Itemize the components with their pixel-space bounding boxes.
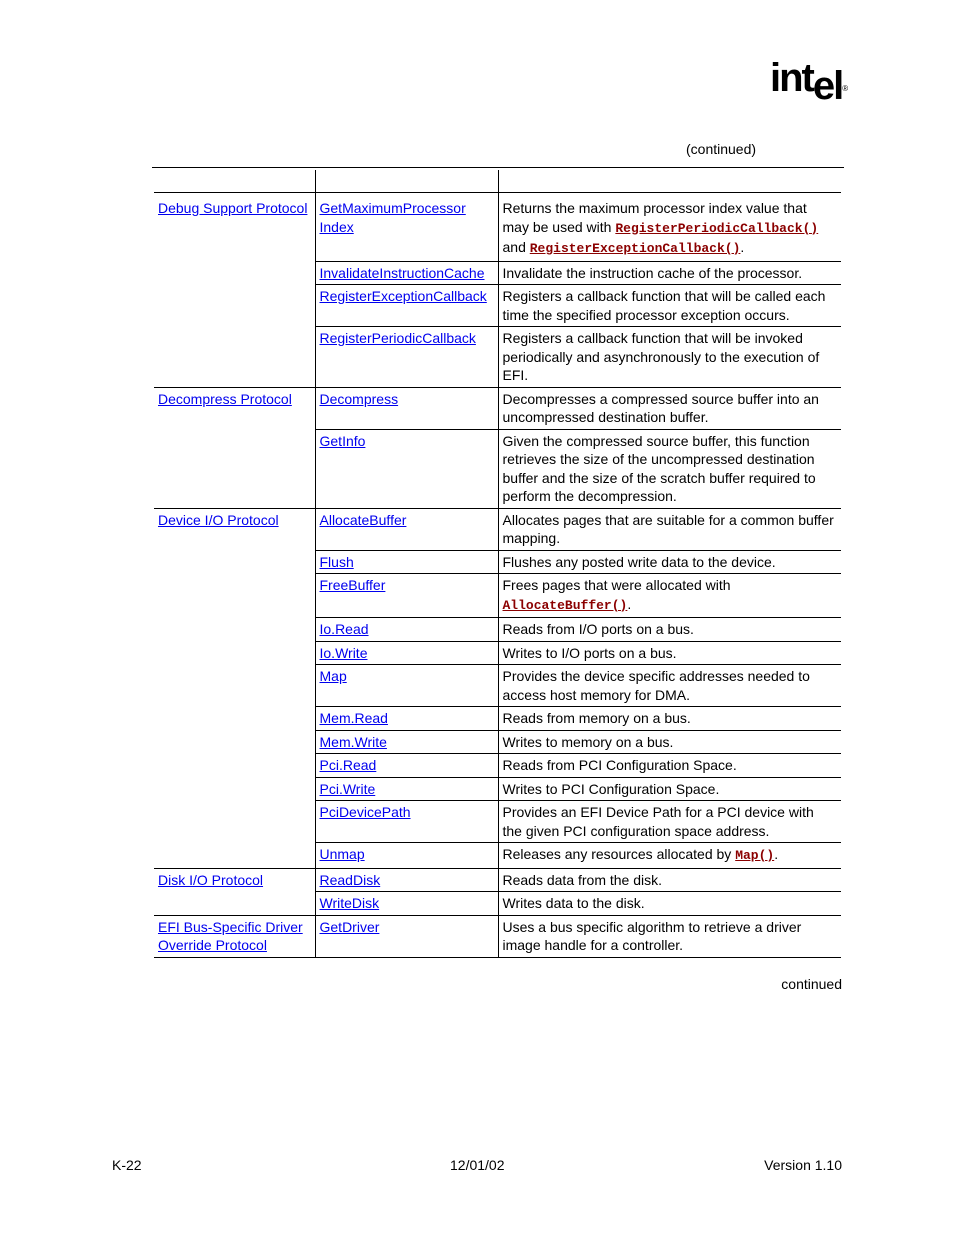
protocol-cell bbox=[154, 801, 315, 843]
header-cell-description bbox=[498, 170, 841, 193]
description-text: Writes data to the disk. bbox=[502, 895, 645, 911]
description-cell bbox=[498, 777, 841, 801]
description-text: Flushes any posted write data to the device. bbox=[502, 553, 776, 570]
table-row bbox=[154, 641, 841, 665]
function-cell bbox=[315, 777, 498, 801]
description-cell bbox=[498, 730, 841, 754]
function-link[interactable]: Unmap bbox=[319, 846, 365, 862]
description-cell bbox=[498, 665, 841, 707]
function-cell bbox=[315, 730, 498, 754]
function-reference: Map() bbox=[735, 848, 775, 863]
footer-page-number: K-22 bbox=[112, 1157, 142, 1173]
description-text: Returns the maximum processor index value that may be used with bbox=[502, 200, 807, 235]
description-text: Registers a callback function that will be called each time the specified processor exception occurs. bbox=[502, 288, 826, 323]
table-row bbox=[154, 843, 841, 869]
function-link[interactable]: PciDevicePath bbox=[319, 804, 411, 820]
description-text: Given the compressed source buffer, this function retrieves the size of the uncompressed destination buffer and the size of the scratch buffer required to perform the decompression. bbox=[502, 432, 816, 504]
function-link[interactable]: InvalidateInstructionCache bbox=[319, 264, 485, 281]
function-link[interactable]: GetInfo bbox=[319, 432, 366, 449]
function-cell bbox=[315, 801, 498, 843]
description-cell bbox=[498, 892, 841, 916]
function-link[interactable]: Map bbox=[319, 668, 347, 684]
function-cell bbox=[315, 574, 498, 618]
protocol-link[interactable]: EFI Bus-Specific Driver Override Protocol bbox=[158, 918, 303, 953]
function-link[interactable]: WriteDisk bbox=[319, 895, 380, 911]
description-text: Provides an EFI Device Path for a PCI device with the given PCI configuration space address. bbox=[502, 804, 814, 839]
footer-version: Version 1.10 bbox=[764, 1157, 842, 1173]
description-cell bbox=[498, 285, 841, 327]
function-link[interactable]: Io.Read bbox=[319, 621, 369, 637]
description-text: Invalidate the instruction cache of the processor. bbox=[502, 264, 803, 281]
description-cell bbox=[498, 801, 841, 843]
table-row bbox=[154, 618, 841, 642]
protocol-cell bbox=[154, 193, 315, 262]
protocol-link[interactable]: Decompress Protocol bbox=[158, 390, 292, 407]
function-cell bbox=[315, 327, 498, 388]
protocol-cell bbox=[154, 915, 315, 957]
description-text: Reads from memory on a bus. bbox=[502, 710, 691, 726]
function-reference: AllocateBuffer() bbox=[502, 597, 628, 613]
description-cell bbox=[498, 261, 841, 285]
function-link[interactable]: GetMaximumProcessor Index bbox=[319, 200, 466, 235]
table-row bbox=[154, 574, 841, 618]
description-cell bbox=[498, 387, 841, 429]
description-text: . bbox=[627, 595, 632, 612]
description-cell bbox=[498, 550, 841, 574]
protocol-cell bbox=[154, 868, 315, 892]
description-cell bbox=[498, 915, 841, 957]
function-link[interactable]: Io.Write bbox=[319, 644, 368, 661]
function-link[interactable]: RegisterExceptionCallback bbox=[319, 288, 487, 304]
description-text: Registers a callback function that will be invoked periodically and asynchronously to the execution of EFI. bbox=[502, 330, 820, 383]
description-text: Reads from PCI Configuration Space. bbox=[502, 757, 737, 773]
description-text: Writes to PCI Configuration Space. bbox=[502, 780, 720, 797]
function-link[interactable]: AllocateBuffer bbox=[319, 511, 407, 528]
table-row bbox=[154, 285, 841, 327]
continued-label-bottom: continued bbox=[781, 976, 842, 992]
description-cell bbox=[498, 508, 841, 550]
function-link[interactable]: FreeBuffer bbox=[319, 577, 386, 593]
table-row bbox=[154, 429, 841, 508]
description-text: Provides the device specific addresses needed to access host memory for DMA. bbox=[502, 668, 810, 703]
description-text: Decompresses a compressed source buffer into an uncompressed destination buffer. bbox=[502, 390, 819, 425]
function-link[interactable]: Mem.Write bbox=[319, 733, 387, 750]
continued-label-top: (continued) bbox=[686, 141, 757, 157]
description-text: Releases any resources allocated by bbox=[502, 846, 736, 862]
protocol-cell bbox=[154, 387, 315, 429]
description-text: Frees pages that were allocated with bbox=[502, 577, 731, 593]
header-cell-protocol bbox=[154, 170, 315, 193]
function-link[interactable]: Flush bbox=[319, 553, 354, 570]
function-link[interactable]: Pci.Write bbox=[319, 780, 376, 797]
description-text: Writes to I/O ports on a bus. bbox=[502, 644, 677, 661]
table-row bbox=[154, 707, 841, 731]
table-row bbox=[154, 508, 841, 550]
protocol-link[interactable]: Device I/O Protocol bbox=[158, 511, 279, 528]
function-cell bbox=[315, 843, 498, 869]
protocol-cell bbox=[154, 707, 315, 731]
top-rule bbox=[152, 167, 844, 168]
function-link[interactable]: ReadDisk bbox=[319, 871, 381, 888]
protocol-cell bbox=[154, 892, 315, 916]
table-row bbox=[154, 193, 841, 262]
function-cell bbox=[315, 641, 498, 665]
description-cell bbox=[498, 574, 841, 618]
intel-logo: intel® bbox=[770, 56, 849, 108]
protocol-cell bbox=[154, 508, 315, 550]
function-cell bbox=[315, 915, 498, 957]
table-row bbox=[154, 327, 841, 388]
protocol-cell bbox=[154, 618, 315, 642]
function-cell bbox=[315, 285, 498, 327]
function-link[interactable]: Decompress bbox=[319, 390, 399, 407]
protocol-cell bbox=[154, 730, 315, 754]
function-cell bbox=[315, 754, 498, 778]
function-cell bbox=[315, 193, 498, 262]
function-link[interactable]: Pci.Read bbox=[319, 757, 377, 773]
description-cell bbox=[498, 618, 841, 642]
table-row bbox=[154, 665, 841, 707]
table-row bbox=[154, 915, 841, 957]
protocol-function-table bbox=[154, 170, 841, 958]
function-cell bbox=[315, 868, 498, 892]
description-text: and bbox=[502, 239, 530, 255]
table-row bbox=[154, 550, 841, 574]
header-cell-function bbox=[315, 170, 498, 193]
table-row bbox=[154, 730, 841, 754]
description-cell bbox=[498, 843, 841, 869]
protocol-cell bbox=[154, 285, 315, 327]
protocol-cell bbox=[154, 327, 315, 388]
description-text: Allocates pages that are suitable for a common buffer mapping. bbox=[502, 511, 834, 546]
function-cell bbox=[315, 665, 498, 707]
description-text: . bbox=[774, 846, 779, 862]
table-row bbox=[154, 801, 841, 843]
function-cell bbox=[315, 892, 498, 916]
description-cell bbox=[498, 193, 841, 262]
function-cell bbox=[315, 387, 498, 429]
table-header-row bbox=[154, 170, 841, 193]
protocol-cell bbox=[154, 754, 315, 778]
function-reference: RegisterExceptionCallback() bbox=[529, 241, 741, 256]
description-cell bbox=[498, 641, 841, 665]
description-cell bbox=[498, 707, 841, 731]
table-row bbox=[154, 868, 841, 892]
protocol-cell bbox=[154, 550, 315, 574]
description-text: Uses a bus specific algorithm to retrieve a driver image handle for a controller. bbox=[502, 918, 802, 953]
protocol-cell bbox=[154, 261, 315, 285]
function-cell bbox=[315, 429, 498, 508]
description-cell bbox=[498, 327, 841, 388]
protocol-cell bbox=[154, 429, 315, 508]
table-row bbox=[154, 892, 841, 916]
description-cell bbox=[498, 868, 841, 892]
protocol-link[interactable]: Debug Support Protocol bbox=[158, 200, 308, 216]
footer-date: 12/01/02 bbox=[450, 1157, 505, 1173]
table-row bbox=[154, 261, 841, 285]
function-cell bbox=[315, 261, 498, 285]
function-cell bbox=[315, 618, 498, 642]
function-cell bbox=[315, 508, 498, 550]
description-cell bbox=[498, 754, 841, 778]
protocol-cell bbox=[154, 843, 315, 869]
protocol-cell bbox=[154, 574, 315, 618]
function-link[interactable]: Mem.Read bbox=[319, 710, 388, 726]
protocol-link[interactable]: Disk I/O Protocol bbox=[158, 871, 264, 888]
function-cell bbox=[315, 550, 498, 574]
function-cell bbox=[315, 707, 498, 731]
description-text: . bbox=[740, 239, 745, 255]
function-link[interactable]: RegisterPeriodicCallback bbox=[319, 330, 476, 346]
function-reference: RegisterPeriodicCallback() bbox=[615, 220, 819, 236]
function-link[interactable]: GetDriver bbox=[319, 918, 380, 935]
protocol-cell bbox=[154, 777, 315, 801]
table-row bbox=[154, 387, 841, 429]
description-text: Reads from I/O ports on a bus. bbox=[502, 621, 694, 637]
protocol-cell bbox=[154, 665, 315, 707]
description-cell bbox=[498, 429, 841, 508]
description-text: Reads data from the disk. bbox=[502, 871, 663, 888]
description-text: Writes to memory on a bus. bbox=[502, 733, 674, 750]
table-row bbox=[154, 777, 841, 801]
table-row bbox=[154, 754, 841, 778]
protocol-cell bbox=[154, 641, 315, 665]
